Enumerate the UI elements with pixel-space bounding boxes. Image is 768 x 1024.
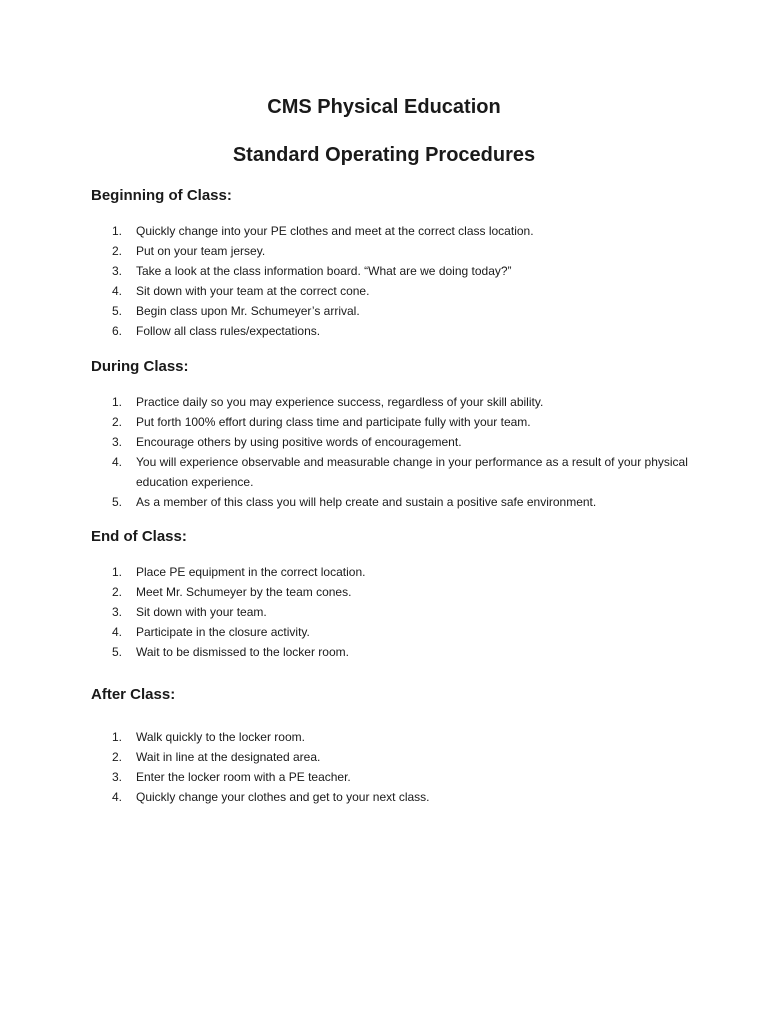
list-number: 4. <box>112 790 123 804</box>
list-item <box>91 767 691 787</box>
list-number: 2. <box>112 415 123 429</box>
list-item <box>91 787 691 807</box>
list-number: 1. <box>112 395 123 409</box>
list-text: Participate in the closure activity. <box>136 625 310 639</box>
list-text: Wait to be dismissed to the locker room. <box>136 645 349 659</box>
list-text: Practice daily so you may experience success, regardless of your skill ability. <box>136 395 544 409</box>
document-title: CMS Physical Education <box>267 96 501 118</box>
list-text: Enter the locker room with a PE teacher. <box>136 770 351 784</box>
list-number: 3. <box>112 435 123 449</box>
list-number: 5. <box>112 304 123 318</box>
list-text: Begin class upon Mr. Schumeyer’s arrival. <box>136 304 360 318</box>
procedure-list <box>91 221 691 341</box>
section-end-of-class <box>91 527 691 662</box>
section-during-class <box>91 357 691 512</box>
list-text: Put on your team jersey. <box>136 244 266 258</box>
list-item <box>91 412 691 432</box>
procedure-list <box>91 727 691 807</box>
list-number: 4. <box>112 625 123 639</box>
list-text: Sit down with your team at the correct cone. <box>136 284 370 298</box>
list-item <box>91 747 691 767</box>
procedure-list <box>91 562 691 662</box>
list-item <box>91 261 691 281</box>
list-item <box>91 582 691 602</box>
list-text: Meet Mr. Schumeyer by the team cones. <box>136 585 352 599</box>
list-item <box>91 642 691 662</box>
list-item <box>91 622 691 642</box>
section-heading: After Class: <box>91 686 176 703</box>
list-item <box>91 281 691 301</box>
section-after-class <box>91 685 691 807</box>
list-item <box>91 241 691 261</box>
list-text: Place PE equipment in the correct location. <box>136 565 366 579</box>
list-number: 1. <box>112 565 123 579</box>
list-number: 1. <box>112 224 123 238</box>
list-item <box>91 562 691 582</box>
list-text: Follow all class rules/expectations. <box>136 324 321 338</box>
list-item <box>91 432 691 452</box>
list-number: 5. <box>112 645 123 659</box>
section-heading: During Class: <box>91 358 189 375</box>
list-text: Take a look at the class information board. “What are we doing today?” <box>136 264 512 278</box>
list-text: As a member of this class you will help create and sustain a positive safe environment. <box>136 495 597 509</box>
list-item <box>91 392 691 412</box>
list-number: 4. <box>112 284 123 298</box>
list-number: 2. <box>112 244 123 258</box>
list-item <box>91 321 691 341</box>
list-text: Quickly change your clothes and get to your next class. <box>136 790 430 804</box>
list-number: 6. <box>112 324 123 338</box>
list-number: 1. <box>112 730 123 744</box>
list-item <box>91 301 691 321</box>
list-number: 3. <box>112 264 123 278</box>
list-number: 3. <box>112 605 123 619</box>
procedure-list <box>91 392 691 512</box>
list-text: You will experience observable and measurable change in your performance as a result of your physical education experience. <box>136 455 688 489</box>
list-text: Wait in line at the designated area. <box>136 750 321 764</box>
list-item <box>91 727 691 747</box>
section-heading: Beginning of Class: <box>91 187 232 204</box>
list-item <box>91 602 691 622</box>
list-text: Sit down with your team. <box>136 605 267 619</box>
list-item <box>91 221 691 241</box>
list-number: 2. <box>112 750 123 764</box>
list-number: 3. <box>112 770 123 784</box>
section-heading: End of Class: <box>91 528 187 545</box>
list-text: Quickly change into your PE clothes and meet at the correct class location. <box>136 224 534 238</box>
list-text: Encourage others by using positive words of encouragement. <box>136 435 462 449</box>
list-number: 5. <box>112 495 123 509</box>
section-beginning-of-class <box>91 186 691 341</box>
list-text: Walk quickly to the locker room. <box>136 730 305 744</box>
document-subtitle: Standard Operating Procedures <box>232 144 536 166</box>
list-item <box>91 492 691 512</box>
list-number: 2. <box>112 585 123 599</box>
list-number: 4. <box>112 455 123 469</box>
list-text: Put forth 100% effort during class time and participate fully with your team. <box>136 415 531 429</box>
list-item <box>91 452 691 492</box>
